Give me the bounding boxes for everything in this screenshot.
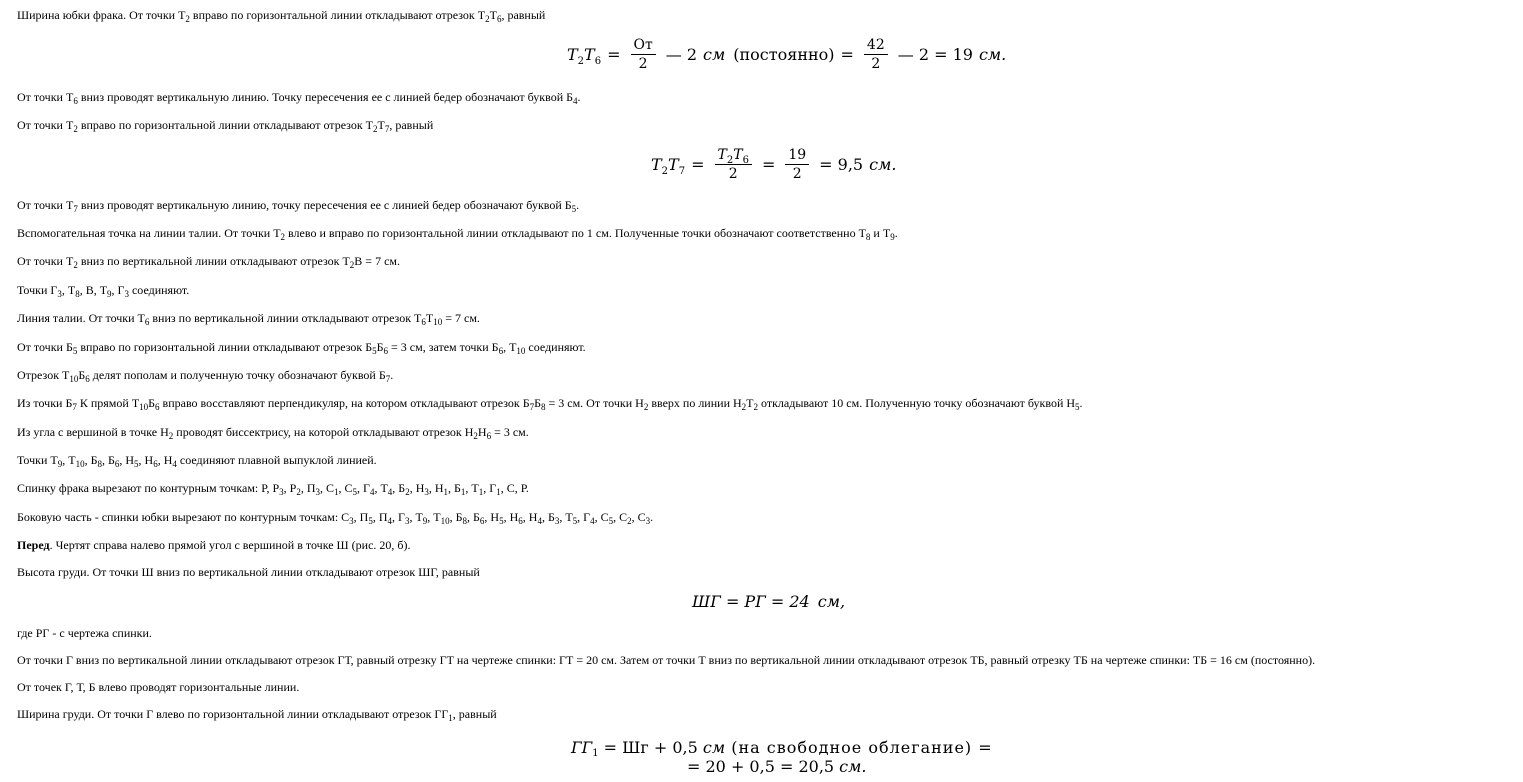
text-segment: соединяют. — [128, 283, 190, 297]
text-segment: откладывают 10 см. Полученную точку обозначают буквой Н — [758, 396, 1076, 410]
text-segment: , Б — [449, 510, 463, 524]
subscript: 1 — [478, 487, 484, 497]
subscript: 3 — [124, 289, 129, 299]
text-segment: . — [650, 510, 654, 524]
text-segment: Б — [78, 368, 86, 382]
text-segment: От точки Т — [17, 90, 74, 104]
subscript: 8 — [540, 402, 546, 412]
text-line: где РГ - с чертежа спинки. — [17, 626, 152, 640]
text-segment: , Т — [559, 510, 573, 524]
subscript: 6 — [114, 459, 120, 469]
text-segment: Боковую часть - спинки юбки вырезают по контурным точкам: С — [17, 510, 350, 524]
subscript: 6 — [85, 374, 90, 384]
subscript: 3 — [404, 516, 410, 526]
text-segment: , Т — [374, 481, 388, 495]
subscript: 5 — [1075, 402, 1080, 412]
subscript: 9 — [890, 232, 895, 242]
formula-gg1-line1: $ГГ_1$ = Шг + 0,5 см (на свободное облегание) = — [571, 738, 993, 759]
subscript: 2 — [485, 14, 490, 24]
text-segment: вправо восставляют перпендикуляр, на котором откладывают отрезок Б — [159, 396, 530, 410]
subscript: 6 — [498, 346, 504, 356]
text-segment: , Н — [138, 453, 154, 467]
text-line — [17, 118, 433, 132]
text-segment: От точки Т — [17, 254, 74, 268]
text-segment: От точки Т — [17, 198, 74, 212]
text-segment: , Т — [61, 283, 76, 297]
text-segment: , равный — [389, 118, 434, 132]
subscript: 3 — [424, 487, 429, 497]
text-segment: влево и вправо по горизонтальной линии откладывают по 1 см. Полученные точки обозначают соответственно Т — [285, 226, 866, 240]
text-segment: , Т — [427, 510, 441, 524]
text-line — [17, 226, 898, 240]
text-line — [17, 368, 393, 382]
text-segment: соединяют. — [525, 340, 586, 354]
subscript: 4 — [369, 487, 375, 497]
subscript: 2 — [643, 402, 649, 412]
text-segment: Т — [489, 8, 497, 22]
subscript: 2 — [185, 14, 190, 24]
text-segment: Т — [425, 311, 434, 325]
text-line — [17, 90, 581, 104]
subscript: 6 — [144, 317, 150, 327]
text-line: От точек Г, Т, Б влево проводят горизонтальные линии. — [17, 680, 300, 694]
text-segment: , С — [319, 481, 334, 495]
subscript: 3 — [349, 516, 354, 526]
subscript: 5 — [134, 459, 139, 469]
text-segment: Из точки Б — [17, 396, 73, 410]
subscript: 10 — [433, 317, 443, 327]
text-segment: , Н — [484, 510, 500, 524]
text-segment: К прямой Т — [76, 396, 140, 410]
subscript: 7 — [529, 402, 535, 412]
text-line: Перед. Чертят справа налево прямой угол с вершиной в точке Ш (рис. 20, б). — [17, 538, 411, 552]
text-line: Высота груди. От точки Ш вниз по вертикальной линии откладывают отрезок ШГ, равный — [17, 565, 480, 579]
text-segment: , Б — [467, 510, 480, 524]
text-segment: вниз проводят вертикальную линию, точку пересечения ее с линией бедер обозначают буквой Б — [77, 198, 572, 212]
subscript: 8 — [97, 459, 102, 469]
text-segment: , С — [613, 510, 628, 524]
text-line: От точки Г вниз по вертикальной линии откладывают отрезок ГТ, равный отрезку ГТ на чертеже спинки: ГТ = 20 см. Затем от точки Т вниз по вертикальной линии откладывают отрезок ТБ, равный отрезку ТБ на чертеже спинки: ТБ = 16 см (постоянно). — [17, 653, 1316, 667]
text-segment: , Б — [541, 510, 555, 524]
formula-t2t7: $T_2T_7$ = $\frac{T_2T_6}{2}$ = $\frac{19}{2}$ = 9,5 см. — [651, 147, 897, 182]
subscript: 7 — [385, 374, 391, 384]
subscript: 5 — [572, 516, 578, 526]
text-line — [17, 283, 189, 297]
subscript: 2 — [753, 402, 759, 412]
text-segment: . — [390, 368, 394, 382]
text-segment: = 3 см. От точки Н — [545, 396, 644, 410]
text-segment: Спинку фрака вырезают по контурным точкам: Р, Р — [17, 481, 280, 495]
subscript: 6 — [421, 317, 426, 327]
subscript: 2 — [349, 260, 355, 270]
text-segment: проводят биссектрису, на которой откладывают отрезок Н — [173, 425, 474, 439]
text-segment: . — [576, 198, 580, 212]
subscript: 5 — [352, 487, 358, 497]
text-segment: , Т — [409, 510, 423, 524]
subscript: 3 — [554, 516, 560, 526]
subscript: 4 — [387, 487, 393, 497]
subscript: 4 — [590, 516, 595, 526]
text-segment: Из угла с вершиной в точке Н — [17, 425, 169, 439]
text-segment: , Н — [428, 481, 444, 495]
text-segment: Линия талии. От точки Т — [17, 311, 145, 325]
text-segment: , Р — [283, 481, 297, 495]
subscript: 8 — [462, 516, 468, 526]
formula-t2t6: $T_2T_6$ = $\frac{От}{2}$ — 2 см (постоянно) = $\frac{42}{2}$ — 2 = 19 см. — [567, 37, 1007, 72]
subscript: 3 — [315, 487, 320, 497]
text-segment: , П — [353, 510, 369, 524]
subscript: 9 — [422, 516, 428, 526]
text-segment: Точки Г — [17, 283, 58, 297]
text-segment: , П — [372, 510, 388, 524]
text-segment: = 3 см, затем точки Б — [388, 340, 499, 354]
text-segment: и Т — [870, 226, 891, 240]
subscript: 10 — [440, 516, 450, 526]
text-segment: , Н — [522, 510, 538, 524]
text-segment: Отрезок Т — [17, 368, 70, 382]
text-segment: = 7 см. — [442, 311, 480, 325]
text-segment: , равный — [452, 707, 497, 721]
text-segment: вправо по горизонтальной линии откладывают отрезок Б — [77, 340, 373, 354]
text-segment: Т — [746, 396, 754, 410]
subscript: 1 — [496, 487, 501, 497]
subscript: 4 — [387, 516, 393, 526]
text-segment: , Г — [392, 510, 405, 524]
subscript: 5 — [72, 346, 78, 356]
subscript: 3 — [645, 516, 651, 526]
text-segment: Б — [534, 396, 541, 410]
subscript: 3 — [279, 487, 284, 497]
subscript: 3 — [57, 289, 62, 299]
subscript: 6 — [153, 459, 158, 469]
text-line — [17, 481, 529, 495]
subscript: 10 — [516, 346, 526, 356]
text-segment: вниз по вертикальной линии откладывают отрезок Т — [77, 254, 350, 268]
text-segment: , Т — [503, 340, 517, 354]
text-segment: , Т — [465, 481, 479, 495]
text-segment: вверх по линии Н — [648, 396, 742, 410]
text-segment: вправо по горизонтальной линии откладывают отрезок Т — [77, 118, 373, 132]
subscript: 7 — [384, 124, 390, 134]
subscript: 2 — [296, 487, 301, 497]
text-line — [17, 8, 545, 22]
text-segment: От точки Т — [17, 118, 74, 132]
subscript: 2 — [73, 260, 78, 270]
text-segment: Ширина груди. От точки Г влево по горизонтальной линии откладывают отрезок ГГ — [17, 707, 449, 721]
subscript: 5 — [571, 204, 577, 214]
text-segment: От точки Б — [17, 340, 73, 354]
subscript: 4 — [172, 459, 177, 469]
subscript: 6 — [518, 516, 523, 526]
subscript: 8 — [75, 289, 80, 299]
subscript: 6 — [155, 402, 160, 412]
text-segment: , Г — [483, 481, 497, 495]
subscript: 1 — [443, 487, 449, 497]
subscript: 2 — [280, 232, 286, 242]
text-segment: Вспомогательная точка на линии талии. От точки Т — [17, 226, 281, 240]
text-segment: . — [1079, 396, 1083, 410]
text-segment: , Б — [101, 453, 115, 467]
text-segment: , Г — [577, 510, 591, 524]
text-segment: , Г — [357, 481, 370, 495]
text-line — [17, 707, 497, 721]
text-segment: , Б — [448, 481, 461, 495]
text-segment: , С — [631, 510, 646, 524]
text-line — [17, 254, 400, 268]
text-segment: , Б — [84, 453, 98, 467]
text-segment: , Б — [392, 481, 406, 495]
text-segment: , Н — [157, 453, 173, 467]
text-segment: . — [577, 90, 581, 104]
subscript: 9 — [57, 459, 63, 469]
text-line — [17, 340, 586, 354]
text-line — [17, 425, 529, 439]
text-segment: Б — [148, 396, 156, 410]
subscript: 5 — [499, 516, 504, 526]
subscript: 7 — [72, 402, 77, 412]
text-segment: Точки Т — [17, 453, 58, 467]
subscript: 6 — [383, 346, 389, 356]
text-segment: , С, Р. — [500, 481, 529, 495]
text-segment: , Г — [111, 283, 125, 297]
text-segment: вправо по горизонтальной линии откладывают отрезок Т — [189, 8, 486, 22]
subscript: 2 — [627, 516, 632, 526]
subscript: 1 — [460, 487, 466, 497]
text-segment: делят пополам и полученную точку обозначают буквой Б — [89, 368, 386, 382]
subscript: 4 — [573, 96, 578, 106]
subscript: 1 — [448, 713, 453, 723]
formula-shg: ШГ = РГ = 24 см, — [692, 592, 846, 611]
text-line — [17, 396, 1083, 410]
subscript: 5 — [372, 346, 377, 356]
subscript: 6 — [73, 96, 78, 106]
text-segment: = 3 см. — [491, 425, 529, 439]
text-segment: , С — [594, 510, 609, 524]
subscript: 6 — [479, 516, 485, 526]
subscript: 10 — [139, 402, 149, 412]
subscript: 1 — [334, 487, 339, 497]
subscript: 10 — [69, 374, 79, 384]
text-line — [17, 198, 579, 212]
subscript: 9 — [107, 289, 112, 299]
subscript: 2 — [373, 124, 378, 134]
subscript: 10 — [75, 459, 85, 469]
text-segment: , П — [300, 481, 316, 495]
subscript: 6 — [486, 431, 492, 441]
text-segment: . — [894, 226, 898, 240]
subscript: 5 — [368, 516, 373, 526]
text-segment: Т — [377, 118, 385, 132]
text-segment: , Н — [119, 453, 135, 467]
text-segment: Н — [477, 425, 487, 439]
text-segment: В = 7 см. — [354, 254, 400, 268]
subscript: 2 — [473, 431, 478, 441]
text-segment: вниз проводят вертикальную линию. Точку пересечения ее с линией бедер обозначают буквой Б — [77, 90, 574, 104]
text-segment: вниз по вертикальной линии откладывают отрезок Т — [149, 311, 422, 325]
text-segment: соединяют плавной выпуклой линией. — [176, 453, 377, 467]
subscript: 5 — [608, 516, 614, 526]
text-segment: , Н — [409, 481, 425, 495]
subscript: 2 — [741, 402, 747, 412]
text-segment: , равный — [501, 8, 546, 22]
text-line — [17, 510, 653, 524]
subscript: 2 — [405, 487, 410, 497]
text-segment: , С — [338, 481, 353, 495]
text-segment: , Т — [62, 453, 76, 467]
text-line — [17, 453, 377, 467]
text-line — [17, 311, 480, 325]
subscript: 2 — [168, 431, 174, 441]
subscript: 4 — [537, 516, 542, 526]
subscript: 2 — [73, 124, 78, 134]
subscript: 8 — [865, 232, 871, 242]
text-segment: , В, Т — [79, 283, 108, 297]
formula-gg1-line2: = 20 + 0,5 = 20,5 см. — [687, 757, 867, 776]
text-segment: Б — [376, 340, 384, 354]
text-segment: Ширина юбки фрака. От точки Т — [17, 8, 186, 22]
subscript: 7 — [73, 204, 78, 214]
text-segment: , Н — [503, 510, 519, 524]
subscript: 6 — [496, 14, 502, 24]
